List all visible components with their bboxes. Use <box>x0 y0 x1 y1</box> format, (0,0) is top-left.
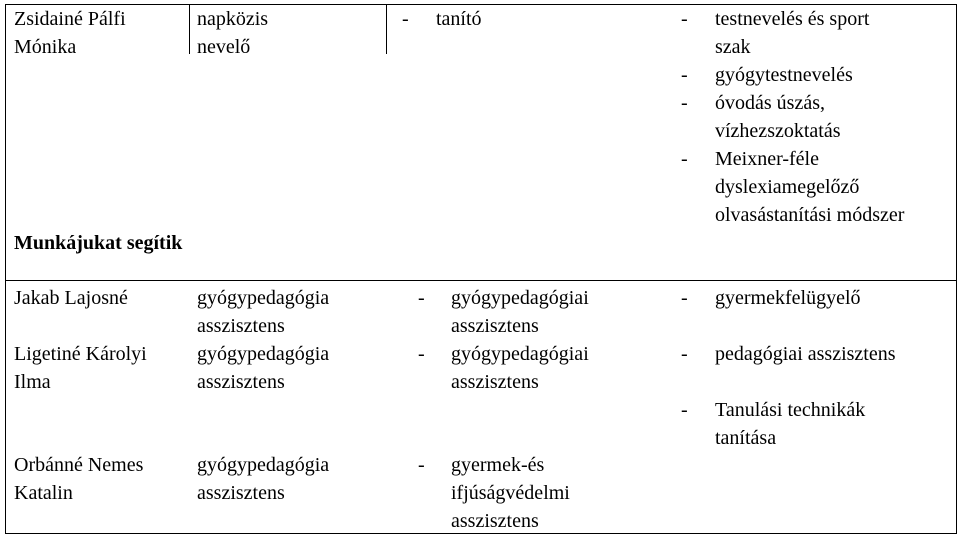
teacher-name-line1: Zsidainé Pálfi <box>14 8 126 30</box>
extra-row-bullet: - <box>681 399 688 421</box>
staff-3-qualification-bullet: - <box>418 454 425 476</box>
staff-1-qualification-line1: gyógypedagógiai <box>451 287 589 309</box>
teacher-role-line2: nevelő <box>197 36 251 58</box>
specialization-bullet: - <box>681 148 688 170</box>
specialization-2: gyógytestnevelés <box>715 64 853 86</box>
specialization-bullet: - <box>681 64 688 86</box>
table-col-divider-2 <box>386 4 387 54</box>
staff-3-qualification-line1: gyermek-és <box>451 454 545 476</box>
table-rule-mid <box>5 280 957 281</box>
staff-2-qualification-line2: asszisztens <box>451 371 539 393</box>
staff-1-extra: gyermekfelügyelő <box>715 287 861 309</box>
specialization-1-line2: szak <box>715 36 751 58</box>
section-heading: Munkájukat segítik <box>14 232 183 254</box>
staff-3-role-line1: gyógypedagógia <box>197 454 330 476</box>
specialization-3-line2: vízhezszoktatás <box>715 120 841 142</box>
staff-1-role-line1: gyógypedagógia <box>197 287 330 309</box>
staff-2-extra-bullet: - <box>681 343 688 365</box>
extra-row-line1: Tanulási technikák <box>715 399 866 421</box>
qualification-bullet: - <box>402 8 409 30</box>
staff-2-qualification-line1: gyógypedagógiai <box>451 343 589 365</box>
specialization-bullet: - <box>681 92 688 114</box>
specialization-4-line3: olvasástanítási módszer <box>715 204 905 226</box>
table-border-right <box>956 4 957 534</box>
staff-2-name-line2: Ilma <box>14 371 51 393</box>
staff-1-name: Jakab Lajosné <box>14 287 128 309</box>
specialization-bullet: - <box>681 8 688 30</box>
staff-3-qualification-line2: ifjúságvédelmi <box>451 482 570 504</box>
staff-1-extra-bullet: - <box>681 287 688 309</box>
staff-2-extra: pedagógiai asszisztens <box>715 343 896 365</box>
staff-3-name-line1: Orbánné Nemes <box>14 454 144 476</box>
staff-1-qualification-line2: asszisztens <box>451 315 539 337</box>
specialization-3-line1: óvodás úszás, <box>715 92 825 114</box>
staff-2-name-line1: Ligetiné Károlyi <box>14 343 147 365</box>
staff-3-name-line2: Katalin <box>14 482 73 504</box>
staff-2-role-line1: gyógypedagógia <box>197 343 330 365</box>
specialization-4-line1: Meixner-féle <box>715 148 819 170</box>
specialization-4-line2: dyslexiamegelőző <box>715 176 860 198</box>
teacher-role-line1: napközis <box>197 8 269 30</box>
teacher-name-line2: Mónika <box>14 36 77 58</box>
specialization-1-line1: testnevelés és sport <box>715 8 870 30</box>
staff-2-qualification-bullet: - <box>418 343 425 365</box>
table-border-left <box>5 4 6 534</box>
staff-3-qualification-line3: asszisztens <box>451 510 539 532</box>
extra-row-line2: tanítása <box>715 427 777 449</box>
staff-1-role-line2: asszisztens <box>197 315 285 337</box>
staff-3-role-line2: asszisztens <box>197 482 285 504</box>
teacher-qualification: tanító <box>436 8 482 30</box>
staff-1-qualification-bullet: - <box>418 287 425 309</box>
table-col-divider-1 <box>189 4 190 54</box>
staff-2-role-line2: asszisztens <box>197 371 285 393</box>
